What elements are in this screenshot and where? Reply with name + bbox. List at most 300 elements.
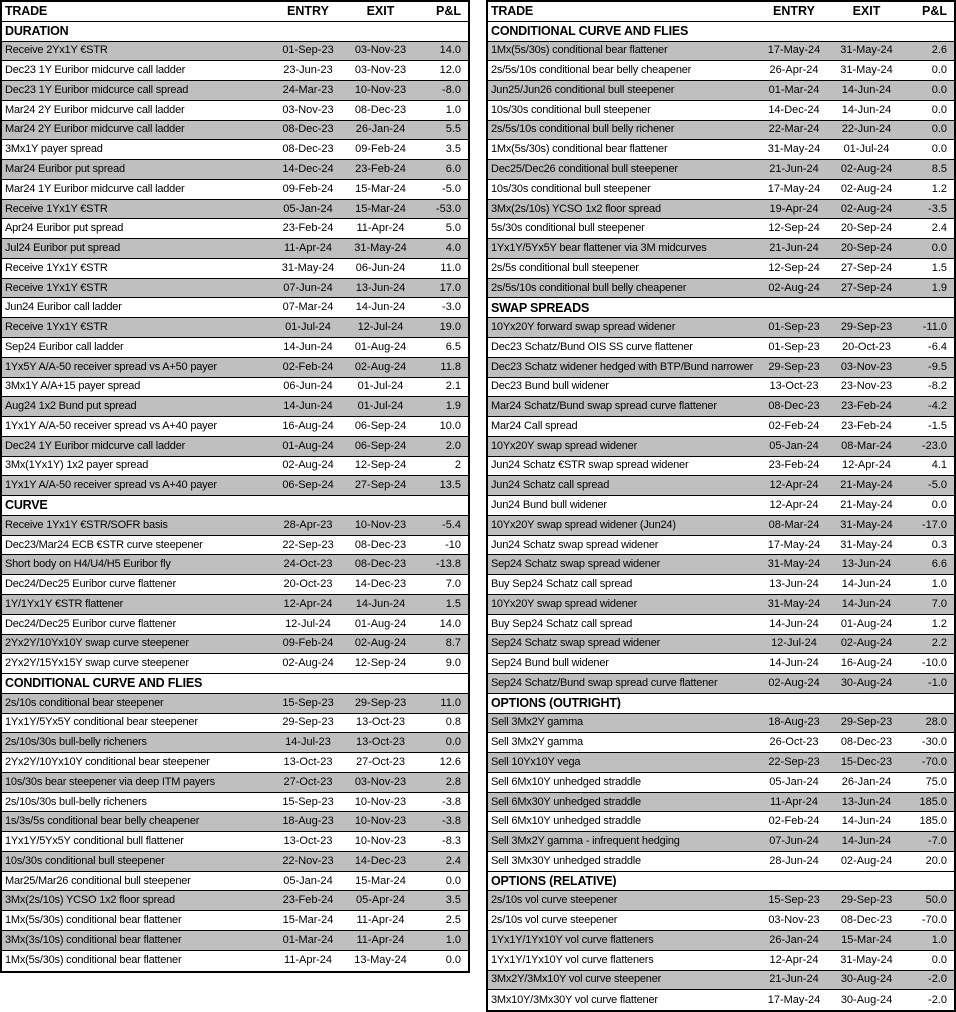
pnl-value-cell: 0.0 bbox=[445, 736, 461, 749]
trade-name-cell: Dec23 Schatz/Bund OIS SS curve flattener bbox=[491, 341, 693, 353]
exit-date-cell: 02-Aug-24 bbox=[840, 202, 893, 215]
trade-row bbox=[488, 951, 954, 971]
trade-row bbox=[2, 753, 468, 773]
entry-date-cell: 27-Oct-23 bbox=[283, 775, 333, 788]
exit-date-cell: 14-Jun-24 bbox=[841, 578, 892, 591]
trade-row bbox=[488, 516, 954, 536]
entry-date-cell: 20-Oct-23 bbox=[283, 578, 333, 591]
entry-date-cell: 09-Feb-24 bbox=[282, 182, 334, 195]
pnl-value-cell: -5.0 bbox=[442, 182, 461, 195]
trade-name-cell: Mar25/Mar26 conditional bull steepener bbox=[5, 875, 191, 887]
column-header-trade: TRADE bbox=[5, 5, 48, 18]
trade-row bbox=[488, 200, 954, 220]
pnl-value-cell: 12.6 bbox=[439, 755, 461, 768]
trade-name-cell: Receive 1Yx1Y €STR bbox=[5, 203, 108, 215]
trade-row bbox=[488, 417, 954, 437]
entry-date-cell: 14-Jun-24 bbox=[769, 617, 819, 630]
exit-date-cell: 03-Nov-23 bbox=[840, 360, 893, 373]
trade-name-cell: 3Mx(2s/10s) YCSO 1x2 floor spread bbox=[5, 895, 175, 907]
entry-date-cell: 21-Jun-24 bbox=[769, 973, 819, 986]
pnl-value-cell: 4.1 bbox=[931, 459, 947, 472]
entry-date-cell: 11-Apr-24 bbox=[769, 795, 819, 808]
trade-row bbox=[488, 990, 954, 1010]
pnl-value-cell: 8.7 bbox=[445, 637, 461, 650]
trade-name-cell: Aug24 1x2 Bund put spread bbox=[5, 401, 137, 413]
column-header-pnl: P&L bbox=[922, 4, 947, 19]
trade-row bbox=[488, 793, 954, 813]
trade-row bbox=[488, 812, 954, 832]
exit-date-cell: 30-Aug-24 bbox=[840, 973, 893, 986]
entry-date-cell: 01-Jul-24 bbox=[285, 321, 331, 334]
entry-date-cell: 14-Jun-24 bbox=[283, 400, 333, 413]
trade-row bbox=[488, 773, 954, 793]
entry-date-cell: 09-Feb-24 bbox=[282, 637, 334, 650]
entry-date-cell: 17-May-24 bbox=[767, 538, 821, 551]
entry-date-cell: 24-Oct-23 bbox=[283, 558, 333, 571]
trade-name-cell: Sep24 Schatz/Bund swap spread curve flattener bbox=[491, 677, 718, 689]
trade-row bbox=[2, 694, 468, 714]
trade-row bbox=[488, 219, 954, 239]
trade-row bbox=[488, 555, 954, 575]
trade-name-cell: 2s/10s/30s bull-belly richeners bbox=[5, 737, 147, 749]
trade-row bbox=[2, 140, 468, 160]
pnl-value-cell: -8.0 bbox=[442, 83, 461, 96]
exit-date-cell: 14-Jun-24 bbox=[841, 835, 892, 848]
trade-row bbox=[2, 951, 468, 971]
trade-row bbox=[488, 81, 954, 101]
trade-name-cell: 1Mx(5s/30s) conditional bear flattener bbox=[5, 915, 182, 927]
pnl-value-cell: 2.8 bbox=[445, 775, 461, 788]
entry-date-cell: 05-Jan-24 bbox=[283, 874, 333, 887]
pnl-value-cell: 1.5 bbox=[445, 597, 461, 610]
entry-date-cell: 14-Dec-24 bbox=[282, 163, 334, 175]
pnl-value-cell: 6.5 bbox=[445, 340, 461, 353]
exit-date-cell: 10-Nov-23 bbox=[354, 815, 407, 828]
exit-date-cell: 12-Sep-24 bbox=[354, 657, 407, 670]
pnl-value-cell: -3.0 bbox=[442, 301, 461, 314]
pnl-value-cell: 1.0 bbox=[931, 933, 947, 946]
trade-row bbox=[2, 42, 468, 62]
exit-date-cell: 22-Jun-24 bbox=[841, 123, 892, 136]
exit-date-cell: 30-Aug-24 bbox=[840, 676, 893, 689]
exit-date-cell: 08-Mar-24 bbox=[841, 439, 892, 452]
pnl-value-cell: -8.3 bbox=[442, 835, 461, 848]
exit-date-cell: 20-Oct-23 bbox=[842, 340, 891, 353]
pnl-value-cell: 10.0 bbox=[439, 419, 461, 432]
pnl-value-cell: 2.0 bbox=[445, 439, 461, 452]
exit-date-cell: 14-Jun-24 bbox=[841, 815, 892, 828]
entry-date-cell: 05-Jan-24 bbox=[769, 775, 819, 788]
trade-name-cell: Receive 2Yx1Y €STR bbox=[5, 45, 108, 57]
exit-date-cell: 01-Aug-24 bbox=[840, 617, 893, 630]
entry-date-cell: 23-Feb-24 bbox=[282, 222, 334, 235]
exit-date-cell: 13-Jun-24 bbox=[841, 558, 892, 571]
trade-name-cell: Dec23/Mar24 ECB €STR curve steepener bbox=[5, 539, 203, 551]
trade-name-cell: 3Mx10Y/3Mx30Y vol curve flattener bbox=[491, 994, 658, 1006]
pnl-value-cell: 4.0 bbox=[445, 242, 461, 255]
trade-name-cell: 1Yx1Y A/A-50 receiver spread vs A+40 payer bbox=[5, 420, 217, 432]
exit-date-cell: 09-Feb-24 bbox=[355, 143, 406, 156]
pnl-value-cell: -30.0 bbox=[921, 736, 947, 749]
trade-name-cell: Sell 6Mx30Y unhedged straddle bbox=[491, 796, 641, 808]
entry-date-cell: 12-Apr-24 bbox=[283, 597, 333, 610]
entry-date-cell: 13-Oct-23 bbox=[769, 380, 819, 393]
column-header-entry: ENTRY bbox=[773, 4, 815, 19]
section-title: DURATION bbox=[5, 24, 69, 38]
trade-row bbox=[2, 259, 468, 279]
trade-row bbox=[2, 615, 468, 635]
exit-date-cell: 08-Dec-23 bbox=[354, 103, 407, 116]
trade-name-cell: 1Mx(5s/30s) conditional bear flattener bbox=[491, 144, 668, 156]
entry-date-cell: 31-May-24 bbox=[767, 558, 821, 571]
trade-row bbox=[488, 378, 954, 398]
pnl-value-cell: 12.0 bbox=[439, 64, 461, 77]
trade-name-cell: 10Yx20Y swap spread widener bbox=[491, 440, 638, 452]
trade-name-cell: Dec23 1Y Euribor midcurve call ladder bbox=[5, 65, 186, 77]
pnl-value-cell: 1.9 bbox=[445, 400, 461, 413]
exit-date-cell: 01-Jul-24 bbox=[357, 400, 404, 413]
trade-row bbox=[2, 476, 468, 496]
entry-date-cell: 24-Mar-23 bbox=[282, 83, 334, 96]
trade-name-cell: 1s/3s/5s conditional bear belly cheapener bbox=[5, 816, 200, 828]
pnl-value-cell: 11.0 bbox=[440, 261, 461, 274]
exit-date-cell: 05-Apr-24 bbox=[356, 894, 405, 907]
entry-date-cell: 11-Apr-24 bbox=[283, 242, 333, 255]
pnl-value-cell: 1.0 bbox=[445, 933, 461, 946]
trade-row bbox=[2, 239, 468, 259]
pnl-value-cell: 2.5 bbox=[445, 914, 461, 927]
trade-name-cell: 2s/10s vol curve steepener bbox=[491, 895, 618, 907]
entry-date-cell: 15-Sep-23 bbox=[768, 894, 820, 907]
section-header-row bbox=[488, 22, 954, 42]
entry-date-cell: 15-Mar-24 bbox=[282, 914, 334, 927]
pnl-value-cell: 0.0 bbox=[931, 64, 947, 77]
entry-date-cell: 15-Sep-23 bbox=[282, 795, 334, 808]
exit-date-cell: 01-Jul-24 bbox=[357, 380, 404, 393]
trade-name-cell: Apr24 Euribor put spread bbox=[5, 223, 124, 235]
exit-date-cell: 01-Jul-24 bbox=[843, 143, 890, 156]
trade-name-cell: 3Mx1Y A/A+15 payer spread bbox=[5, 381, 141, 393]
entry-date-cell: 08-Mar-24 bbox=[768, 518, 820, 531]
exit-date-cell: 10-Nov-23 bbox=[354, 518, 407, 531]
exit-date-cell: 27-Sep-24 bbox=[840, 261, 893, 274]
section-title: CONDITIONAL CURVE AND FLIES bbox=[5, 677, 203, 690]
pnl-value-cell: 185.0 bbox=[919, 815, 947, 828]
section-header-row bbox=[2, 674, 468, 694]
entry-date-cell: 02-Aug-24 bbox=[768, 281, 820, 294]
pnl-value-cell: 5.5 bbox=[445, 123, 461, 136]
pnl-value-cell: 0.0 bbox=[445, 954, 461, 967]
trade-name-cell: Dec24/Dec25 Euribor curve flattener bbox=[5, 618, 176, 630]
column-header-entry: ENTRY bbox=[287, 4, 329, 19]
trade-row bbox=[488, 714, 954, 734]
trade-name-cell: Sell 3Mx2Y gamma bbox=[491, 737, 583, 749]
entry-date-cell: 21-Jun-24 bbox=[769, 163, 819, 175]
exit-date-cell: 16-Aug-24 bbox=[840, 657, 893, 670]
pnl-value-cell: 11.0 bbox=[440, 696, 461, 709]
exit-date-cell: 31-May-24 bbox=[840, 538, 893, 551]
entry-date-cell: 07-Jun-24 bbox=[283, 281, 333, 294]
trade-name-cell: Mar24 Euribor put spread bbox=[5, 164, 125, 175]
trade-row bbox=[2, 417, 468, 437]
pnl-value-cell: 20.0 bbox=[925, 854, 947, 867]
trade-row bbox=[2, 733, 468, 753]
pnl-value-cell: -17.0 bbox=[921, 518, 947, 531]
pnl-value-cell: 7.0 bbox=[931, 597, 947, 610]
entry-date-cell: 14-Jun-24 bbox=[283, 340, 333, 353]
trade-name-cell: Buy Sep24 Schatz call spread bbox=[491, 618, 633, 630]
entry-date-cell: 13-Oct-23 bbox=[283, 755, 333, 768]
trade-row bbox=[2, 654, 468, 674]
trade-row bbox=[2, 437, 468, 457]
entry-date-cell: 19-Apr-24 bbox=[769, 202, 819, 215]
trade-name-cell: 10Yx20Y swap spread widener (Jun24) bbox=[491, 519, 676, 531]
pnl-value-cell: -2.0 bbox=[928, 973, 947, 986]
trade-name-cell: Sep24 Schatz swap spread widener bbox=[491, 638, 661, 650]
column-header-exit: EXIT bbox=[366, 4, 395, 19]
trade-name-cell: Sep24 Bund bull widener bbox=[491, 658, 609, 670]
pnl-value-cell: -11.0 bbox=[922, 321, 947, 334]
pnl-value-cell: 0.3 bbox=[931, 538, 947, 551]
exit-date-cell: 08-Dec-23 bbox=[840, 914, 893, 927]
trade-name-cell: Jun25/Jun26 conditional bull steepener bbox=[491, 84, 675, 96]
pnl-value-cell: 2.4 bbox=[931, 222, 947, 235]
trade-name-cell: 1Yx1Y/5Yx5Y conditional bear steepener bbox=[5, 717, 198, 729]
exit-date-cell: 31-May-24 bbox=[840, 518, 893, 531]
trade-row bbox=[488, 635, 954, 655]
trade-row bbox=[488, 101, 954, 121]
trade-name-cell: Jul24 Euribor put spread bbox=[5, 243, 121, 255]
exit-date-cell: 31-May-24 bbox=[840, 64, 893, 77]
pnl-value-cell: 2.6 bbox=[931, 44, 947, 57]
entry-date-cell: 05-Jan-24 bbox=[283, 202, 333, 215]
trade-name-cell: 1Yx1Y/5Yx5Y conditional bull flattener bbox=[5, 836, 184, 848]
exit-date-cell: 11-Apr-24 bbox=[356, 222, 405, 235]
exit-date-cell: 08-Dec-23 bbox=[354, 558, 407, 571]
trade-row bbox=[2, 101, 468, 121]
trade-name-cell: 10Yx20Y forward swap spread widener bbox=[491, 322, 676, 334]
pnl-value-cell: 75.0 bbox=[925, 775, 947, 788]
trade-name-cell: Sell 6Mx10Y unhedged straddle bbox=[491, 816, 641, 828]
trade-row bbox=[488, 318, 954, 338]
entry-date-cell: 23-Jun-23 bbox=[283, 64, 333, 77]
pnl-value-cell: 8.5 bbox=[931, 163, 947, 175]
exit-date-cell: 29-Sep-23 bbox=[840, 894, 893, 907]
pnl-value-cell: 2.2 bbox=[931, 637, 947, 650]
trade-name-cell: 1Yx1Y A/A-50 receiver spread vs A+40 payer bbox=[5, 480, 217, 492]
entry-date-cell: 06-Jun-24 bbox=[283, 380, 333, 393]
trade-name-cell: Mar24 2Y Euribor midcurve call ladder bbox=[5, 124, 185, 136]
exit-date-cell: 31-May-24 bbox=[354, 242, 407, 255]
trade-row bbox=[2, 832, 468, 852]
entry-date-cell: 12-Apr-24 bbox=[769, 479, 819, 492]
trade-row bbox=[488, 536, 954, 556]
trade-name-cell: Receive 1Yx1Y €STR/SOFR basis bbox=[5, 519, 168, 531]
exit-date-cell: 26-Jan-24 bbox=[355, 123, 406, 136]
trades-table-right bbox=[486, 0, 956, 1012]
trade-name-cell: Receive 1Yx1Y €STR bbox=[5, 322, 108, 334]
trade-row bbox=[2, 397, 468, 417]
trade-name-cell: 2s/5s/10s conditional bull belly cheapener bbox=[491, 282, 687, 294]
trade-row bbox=[2, 891, 468, 911]
column-header-pnl: P&L bbox=[436, 4, 461, 19]
exit-date-cell: 23-Feb-24 bbox=[355, 163, 406, 175]
pnl-value-cell: 0.0 bbox=[931, 242, 947, 255]
pnl-value-cell: -3.8 bbox=[442, 815, 461, 828]
entry-date-cell: 02-Aug-24 bbox=[282, 657, 334, 670]
trade-row bbox=[2, 575, 468, 595]
pnl-value-cell: 6.0 bbox=[445, 163, 461, 175]
trade-row bbox=[2, 516, 468, 536]
pnl-value-cell: -10.0 bbox=[921, 657, 947, 670]
trade-name-cell: Sell 6Mx10Y unhedged straddle bbox=[491, 776, 641, 788]
pnl-value-cell: -8.2 bbox=[928, 380, 947, 393]
trade-name-cell: 3Mx(2s/10s) YCSO 1x2 floor spread bbox=[491, 203, 661, 215]
trade-row bbox=[2, 852, 468, 872]
entry-date-cell: 08-Dec-23 bbox=[282, 123, 334, 136]
pnl-value-cell: 1.0 bbox=[931, 578, 947, 591]
trade-row bbox=[2, 81, 468, 101]
entry-date-cell: 12-Apr-24 bbox=[769, 499, 819, 512]
pnl-value-cell: 3.5 bbox=[445, 894, 461, 907]
column-header-row bbox=[488, 2, 954, 22]
section-title: SWAP SPREADS bbox=[491, 301, 590, 315]
entry-date-cell: 18-Aug-23 bbox=[768, 716, 820, 729]
exit-date-cell: 14-Jun-24 bbox=[355, 597, 406, 610]
trade-row bbox=[2, 595, 468, 615]
entry-date-cell: 26-Jan-24 bbox=[769, 933, 819, 946]
pnl-value-cell: -5.0 bbox=[928, 479, 947, 492]
trade-name-cell: Dec23 1Y Euribor midcurce call spread bbox=[5, 84, 189, 96]
pnl-value-cell: 5.0 bbox=[445, 222, 461, 235]
exit-date-cell: 21-May-24 bbox=[840, 479, 893, 492]
entry-date-cell: 12-Sep-24 bbox=[768, 261, 820, 274]
exit-date-cell: 27-Sep-24 bbox=[840, 281, 893, 294]
exit-date-cell: 23-Nov-23 bbox=[840, 380, 893, 393]
trade-row bbox=[488, 338, 954, 358]
pnl-value-cell: 1.2 bbox=[931, 182, 947, 195]
section-title: CONDITIONAL CURVE AND FLIES bbox=[491, 24, 689, 38]
trade-name-cell: Receive 1Yx1Y €STR bbox=[5, 282, 108, 294]
trade-row bbox=[488, 931, 954, 951]
entry-date-cell: 05-Jan-24 bbox=[769, 439, 819, 452]
entry-date-cell: 08-Dec-23 bbox=[282, 143, 334, 156]
trade-name-cell: 3Mx2Y/3Mx10Y vol curve steepener bbox=[491, 974, 662, 986]
trade-row bbox=[488, 457, 954, 477]
entry-date-cell: 07-Jun-24 bbox=[769, 835, 819, 848]
entry-date-cell: 03-Nov-23 bbox=[282, 103, 334, 116]
trade-name-cell: Dec25/Dec26 conditional bull steepener bbox=[491, 164, 678, 175]
trade-name-cell: Mar24 Call spread bbox=[491, 420, 578, 432]
trade-name-cell: 2Yx2Y/10Yx10Y conditional bear steepener bbox=[5, 756, 210, 768]
trade-row bbox=[488, 279, 954, 299]
exit-date-cell: 10-Nov-23 bbox=[354, 83, 407, 96]
trades-table-left bbox=[0, 0, 470, 973]
pnl-value-cell: -7.0 bbox=[928, 835, 947, 848]
entry-date-cell: 29-Sep-23 bbox=[768, 360, 820, 373]
trade-row bbox=[2, 714, 468, 734]
trade-name-cell: 2Yx2Y/10Yx10Y swap curve steepener bbox=[5, 638, 189, 650]
exit-date-cell: 13-Jun-24 bbox=[841, 795, 892, 808]
pnl-value-cell: 14.0 bbox=[439, 44, 461, 57]
entry-date-cell: 14-Jun-24 bbox=[769, 657, 819, 670]
entry-date-cell: 01-Mar-24 bbox=[282, 933, 334, 946]
trade-name-cell: 2s/5s/10s conditional bull belly richener bbox=[491, 124, 675, 136]
exit-date-cell: 02-Aug-24 bbox=[840, 637, 893, 650]
entry-date-cell: 02-Feb-24 bbox=[768, 419, 820, 432]
exit-date-cell: 06-Sep-24 bbox=[354, 439, 407, 452]
exit-date-cell: 03-Nov-23 bbox=[354, 775, 407, 788]
exit-date-cell: 06-Sep-24 bbox=[354, 419, 407, 432]
trade-row bbox=[488, 496, 954, 516]
exit-date-cell: 27-Sep-24 bbox=[354, 479, 407, 492]
trade-row bbox=[2, 773, 468, 793]
trade-row bbox=[488, 42, 954, 62]
trade-name-cell: Buy Sep24 Schatz call spread bbox=[491, 579, 633, 591]
pnl-value-cell: -1.5 bbox=[928, 419, 947, 432]
trade-name-cell: 1Yx1Y/1Yx10Y vol curve flatteners bbox=[491, 954, 654, 966]
trade-name-cell: 10s/30s conditional bull steepener bbox=[491, 104, 651, 116]
trade-row bbox=[2, 121, 468, 141]
trade-row bbox=[2, 61, 468, 81]
pnl-value-cell: 1.2 bbox=[931, 617, 947, 630]
column-header-trade: TRADE bbox=[491, 5, 534, 18]
exit-date-cell: 02-Aug-24 bbox=[354, 637, 407, 650]
exit-date-cell: 29-Sep-23 bbox=[840, 321, 893, 334]
trade-row bbox=[488, 615, 954, 635]
exit-date-cell: 30-Aug-24 bbox=[840, 993, 893, 1006]
exit-date-cell: 11-Apr-24 bbox=[356, 914, 405, 927]
section-header-row bbox=[488, 694, 954, 714]
exit-date-cell: 15-Dec-23 bbox=[840, 755, 893, 768]
entry-date-cell: 17-May-24 bbox=[767, 44, 821, 57]
exit-date-cell: 12-Apr-24 bbox=[842, 459, 891, 472]
exit-date-cell: 15-Mar-24 bbox=[355, 202, 406, 215]
exit-date-cell: 23-Feb-24 bbox=[841, 419, 892, 432]
trade-row bbox=[2, 298, 468, 318]
section-header-row bbox=[2, 496, 468, 516]
trade-name-cell: 1Mx(5s/30s) conditional bear flattener bbox=[5, 955, 182, 967]
exit-date-cell: 14-Dec-23 bbox=[354, 854, 407, 867]
entry-date-cell: 01-Mar-24 bbox=[768, 83, 820, 96]
entry-date-cell: 12-Sep-24 bbox=[768, 222, 820, 235]
exit-date-cell: 08-Dec-23 bbox=[840, 736, 893, 749]
trade-row bbox=[488, 358, 954, 378]
pnl-value-cell: 11.8 bbox=[440, 360, 461, 373]
trade-row bbox=[488, 674, 954, 694]
entry-date-cell: 14-Jul-23 bbox=[285, 736, 331, 749]
trade-row bbox=[488, 437, 954, 457]
entry-date-cell: 23-Feb-24 bbox=[282, 894, 334, 907]
trade-row bbox=[2, 457, 468, 477]
exit-date-cell: 11-Apr-24 bbox=[356, 933, 405, 946]
pnl-value-cell: 2.1 bbox=[445, 380, 461, 393]
trade-name-cell: Dec23 Schatz widener hedged with BTP/Bund narrower bbox=[491, 361, 754, 373]
trade-name-cell: Short body on H4/U4/H5 Euribor fly bbox=[5, 559, 171, 571]
trade-row bbox=[488, 575, 954, 595]
pnl-value-cell: 9.0 bbox=[445, 657, 461, 670]
exit-date-cell: 14-Dec-23 bbox=[354, 578, 407, 591]
trade-row bbox=[488, 476, 954, 496]
trade-name-cell: Jun24 Euribor call ladder bbox=[5, 302, 122, 314]
entry-date-cell: 12-Jul-24 bbox=[285, 617, 331, 630]
trade-name-cell: Mar24 1Y Euribor midcurve call ladder bbox=[5, 183, 185, 195]
entry-date-cell: 11-Apr-24 bbox=[283, 954, 333, 967]
exit-date-cell: 08-Dec-23 bbox=[354, 538, 407, 551]
trade-row bbox=[2, 279, 468, 299]
entry-date-cell: 08-Dec-23 bbox=[768, 400, 820, 413]
entry-date-cell: 28-Apr-23 bbox=[283, 518, 333, 531]
